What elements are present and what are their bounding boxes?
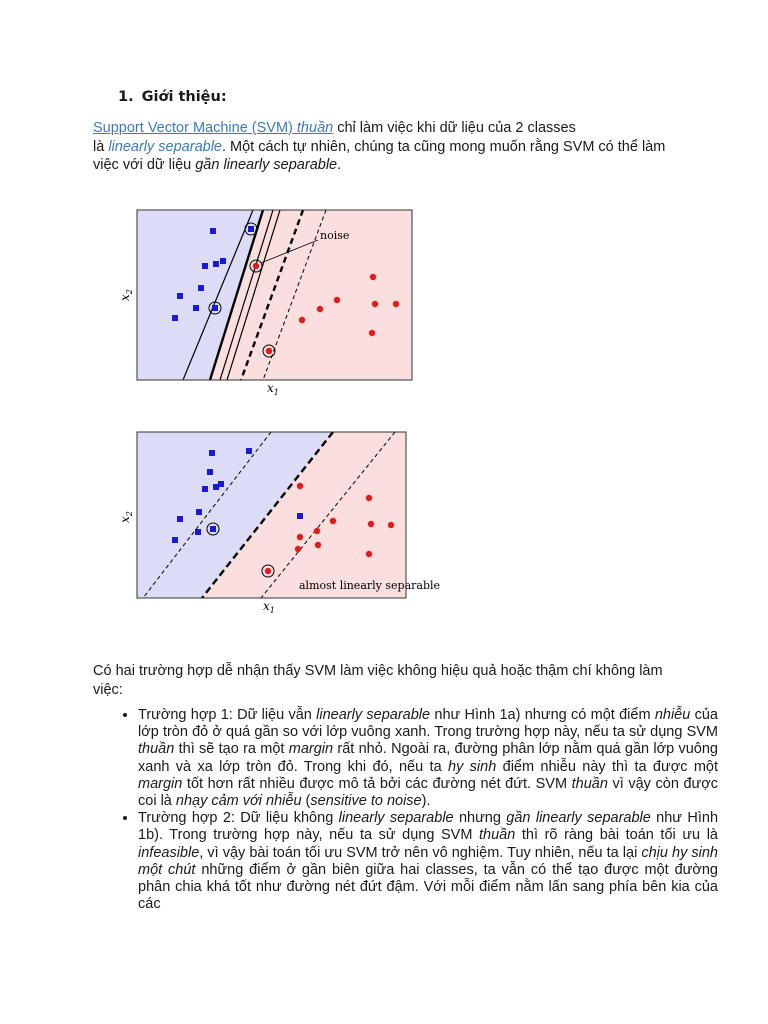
section-heading: [118, 89, 227, 105]
section-title: Giới thiệu:: [141, 89, 227, 105]
x2-axis-label: $x_2$: [118, 289, 134, 301]
intro-paragraph: Support Vector Machine (SVM) thuần chỉ làm việc khi dữ liệu của 2 classes là linearly separable. Một cách tự nhiên, chúng ta cũng mong muốn rằng SVM có thể làm việc với dữ liệu gần linearly separable.: [93, 120, 666, 173]
x1-axis-label: $x_1$: [267, 381, 279, 397]
x2-axis-label: $x_2$: [118, 511, 134, 523]
figure-1a: [93, 183, 448, 398]
svm-link[interactable]: Support Vector Machine (SVM) thuần: [93, 120, 334, 136]
figure-1b: [93, 428, 448, 618]
noise-label: noise: [320, 229, 350, 242]
linearly-separable-term: linearly separable: [108, 138, 222, 155]
list-item: • Trường hợp 1: Dữ liệu vẫn linearly separable như Hình 1a) nhưng có một điểm nhiễu của lớp tròn đỏ ở quá gần so với lớp vuông xanh. Trong trường hợp này, nếu ta sử dụng SVM thuần thì sẽ tạo ra một margin rất nhỏ. Ngoài ra, đường phân lớp nằm quá gần lớp vuông xanh và xa lớp tròn đỏ. Trong khi đó, nếu ta hy sinh điểm nhiễu này thì ta được một margin tốt hơn rất nhiều được mô tả bởi các đường nét đứt. SVM thuần vì vậy còn được coi là nhạy cảm với nhiễu (sensitive to noise).: [138, 707, 718, 810]
cases-intro-paragraph: Có hai trường hợp dễ nhận thấy SVM làm việc không hiệu quả hoặc thậm chí không làm việc:: [93, 663, 663, 698]
x1-axis-label: $x_1$: [263, 599, 275, 615]
almost-separable-label: almost linearly separable: [299, 579, 441, 592]
cases-list: [107, 707, 718, 913]
list-item: • Trường hợp 2: Dữ liệu không linearly separable nhưng gần linearly separable như Hình 1b). Trong trường hợp này, nếu ta sử dụng SVM thuần thì rõ ràng bài toán tối ưu là infeasible, vì vậy bài toán tối ưu SVM trở nên vô nghiệm. Tuy nhiên, nếu ta lại chịu hy sinh một chút những điểm ở gần biên giữa hai classes, ta vẫn có thể tạo được một đường phân chia khá tốt như đường nét đứt đậm. Với mỗi điểm nằm lấn sang phía bên kia của các: [138, 810, 718, 913]
section-number: 1.: [118, 89, 134, 105]
